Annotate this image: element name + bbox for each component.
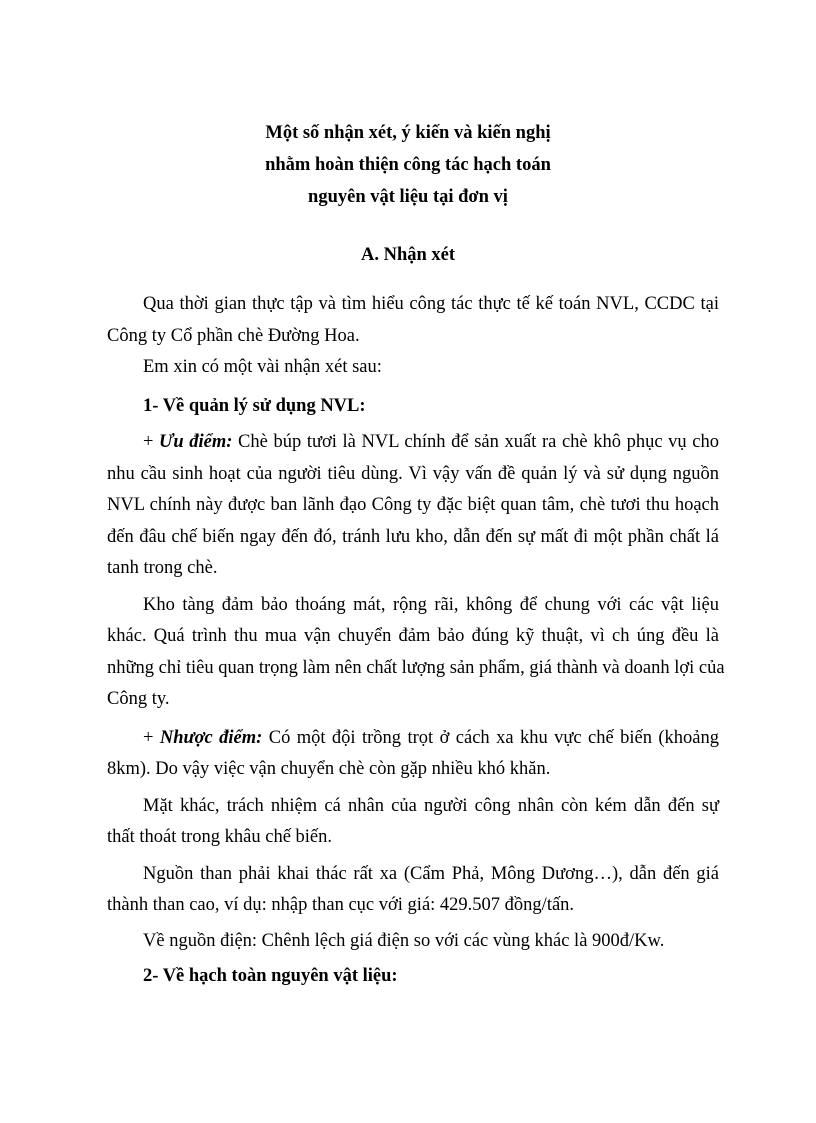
storage-paragraph (107, 590, 725, 716)
advantages-label: Ưu điểm: (159, 432, 233, 452)
intro-line-1: Qua thời gian thực tập và tìm hiểu công tác thực tế kế toán NVL, CCDC tại (143, 294, 719, 314)
responsibility-paragraph (107, 791, 719, 854)
coal-paragraph (107, 859, 719, 922)
disadvantages-label: Nhược điểm: (159, 727, 263, 748)
storage-line-1: Kho tàng đảm bảo thoáng mát, rộng rãi, không để chung với các vật liệu (143, 594, 719, 615)
disadvantages-line-2: 8km). Do vậy việc vận chuyển chè còn gặp nhiều khó khăn. (107, 759, 551, 779)
advantages-text-1: Chè búp tươi là NVL chính để sản xuất ra chè khô phục vụ cho (232, 432, 719, 452)
electricity-paragraph (107, 926, 719, 958)
advantages-line-4: đến đâu chế biến ngay đến đó, tránh lưu kho, dẫn đến sự mất đi một phần chất lá (107, 526, 719, 547)
disadvantages-line-1 (107, 723, 719, 755)
advantages-line-5: tanh trong chè. (107, 558, 218, 578)
intro-paragraph (107, 289, 719, 352)
responsibility-line-2: thất thoát trong khâu chế biến. (107, 827, 333, 847)
disadvantages-prefix: + (143, 727, 160, 748)
section-a-heading: A. Nhận xét (360, 245, 456, 265)
heading-management: 1- Về quản lý sử dụng NVL: (143, 395, 366, 416)
storage-line-2: khác. Quá trình thu mua vận chuyển đảm bảo đúng kỹ thuật, vì ch úng đều là (107, 626, 719, 646)
storage-line-3: những chỉ tiêu quan trọng làm nên chất lượng sản phẩm, giá thành và doanh lợi của (107, 657, 725, 678)
intro-paragraph-2 (107, 352, 719, 384)
coal-line-2: thành than cao, ví dụ: nhập than cục với giá: 429.507 đồng/tấn. (107, 895, 575, 915)
advantages-line-3: NVL chính này được ban lãnh đạo Công ty đặc biệt quan tâm, chè tươi thu hoạch (107, 495, 719, 515)
storage-line-4: Công ty. (107, 689, 170, 709)
electricity-line: Về nguồn điện: Chênh lệch giá điện so với các vùng khác là 900đ/Kw. (143, 930, 665, 951)
heading-accounting: 2- Về hạch toàn nguyên vật liệu: (143, 966, 398, 986)
title-line-3: nguyên vật liệu tại đơn vị (308, 187, 508, 207)
title-line-2: nhằm hoàn thiện công tác hạch toán (265, 155, 551, 175)
advantages-line-1 (107, 427, 719, 459)
advantages-prefix: + (143, 432, 160, 452)
document-title (0, 117, 816, 213)
disadvantages-paragraph (107, 723, 719, 786)
advantages-line-2: nhu cầu sinh hoạt của người tiêu dùng. Vì vậy vấn đề quản lý và sử dụng nguồn (107, 463, 719, 484)
intro-line-2: Công ty Cổ phần chè Đường Hoa. (107, 325, 360, 346)
advantages-paragraph (107, 427, 719, 585)
coal-line-1: Nguồn than phải khai thác rất xa (Cẩm Phả, Mông Dương…), dẫn đến giá (143, 863, 719, 884)
body-text (107, 289, 725, 993)
intro-line-3: Em xin có một vài nhận xét sau: (143, 357, 382, 377)
responsibility-line-1: Mặt khác, trách nhiệm cá nhân của người công nhân còn kém dẫn đến sự (143, 795, 719, 816)
disadvantages-text-1: Có một đội trồng trọt ở cách xa khu vực chế biến (khoảng (262, 727, 720, 748)
title-line-1: Một số nhận xét, ý kiến và kiến nghị (265, 123, 551, 143)
